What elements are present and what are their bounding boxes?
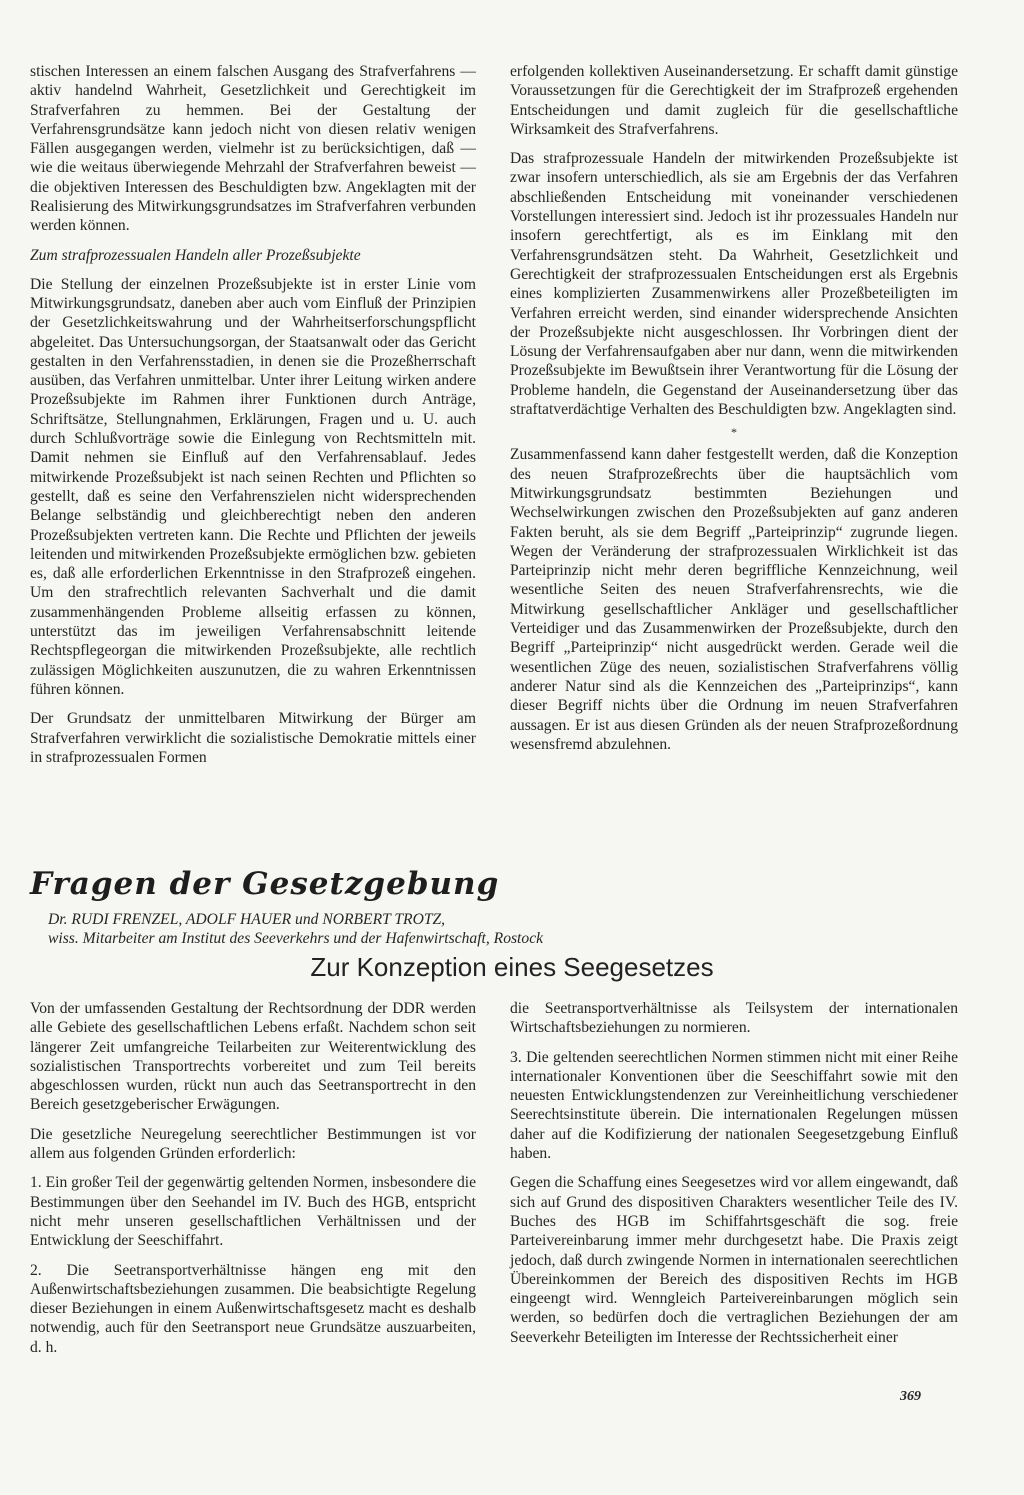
upper-left-column xyxy=(30,62,476,777)
article-title: Zur Konzeption eines Seegesetzes xyxy=(310,952,714,982)
upper-right-column xyxy=(510,62,958,764)
authors xyxy=(48,910,688,948)
paragraph: Der Grundsatz der unmittelbaren Mitwirkung der Bürger am Strafverfahren verwirklicht die sozialistische Demokratie mittels einer in strafprozessualen Formen xyxy=(30,710,476,766)
paragraph: Das strafprozessuale Handeln der mitwirkenden Prozeßsubjekte ist zwar insofern unterschiedlich, als sie am Ergebnis der das Verfahren abschließenden Entscheidung mit voneinander verschiedenen Vorstellungen interessiert sind. Jedoch ist ihr prozessuales Handeln nur insofern gerechtfertigt, als es im Einklang mit den Verfahrensgrundsätzen steht. Da Wahrheit, Gesetzlichkeit und Gerechtigkeit der strafprozessualen Entscheidungen erst als Ergebnis eines komplizierten Zusammenwirkens aller Prozeßbeteiligten im Verfahren erreicht werden, sind einander widersprechende Ansichten der Prozeßsubjekte nicht ausgeschlossen. Ihr Vorbringen dient der Lösung der Verfahrensaufgaben aber nur dann, wenn die mitwirkenden Prozeßsubjekte im Bewußtsein ihrer Verantwortung für die Lösung der Probleme handeln, die Gegenstand der Auseinandersetzung über das straftatverdächtige Verhalten des Beschuldigten bzw. Angeklagten sind. xyxy=(510,150,958,419)
paragraph: Die Stellung der einzelnen Prozeßsubjekte ist in erster Linie vom Mitwirkungsgrundsatz, daneben aber auch vom Einfluß der Prinzipien der Gesetzlichkeitswahrung und der Wahrheitserforschungspflicht abgeleitet. Das Untersuchungsorgan, der Staatsanwalt oder das Gericht gestalten in den Verfahrensstadien, in denen sie die Prozeßherrschaft ausüben, das Verfahren unmittelbar. Unter ihrer Leitung wirken andere Prozeßsubjekte im Rahmen ihrer Funktionen durch Anträge, Schriftsätze, Stellungnahmen, Erklärungen, Fragen und u. U. auch durch Schlußvorträge sowie die Einlegung von Rechtsmitteln mit. Damit nehmen sie Einfluß auf den Verfahrensablauf. Jedes mitwirkende Prozeßsubjekt ist nach seinen Rechten und Pflichten so gestellt, daß es seine den Verfahrenszielen nicht widersprechenden Belange selbständig und gleichberechtigt neben den anderen Prozeßsubjekten vertreten kann. Die Rechte und Pflichten der jeweils leitenden und mitwirkenden Prozeßsubjekte ermöglichen bzw. gebieten es, daß alle erforderlichen Erkenntnisse in den Strafprozeß eingehen. Um den strafrechtlich relevanten Sachverhalt und die damit zusammenhängenden Probleme allseitig erfassen zu können, unterstützt das im jeweiligen Verfahrensabschnitt leitende Rechtspflegeorgan die mitwirkenden Prozeßsubjekte, alle rechtlich zulässigen Möglichkeiten auszunutzen, die zu wahren Erkenntnissen führen können. xyxy=(30,275,476,698)
lower-right-column xyxy=(510,999,958,1357)
author-names: Dr. RUDI FRENZEL, ADOLF HAUER und NORBERT TROTZ, xyxy=(48,911,446,928)
paragraph: 3. Die geltenden seerechtlichen Normen stimmen nicht mit einer Reihe internationaler Konventionen über die Seeschiffahrt sowie mit den neuesten Entwicklungstendenzen zur Vereinheitlichung verschiedener Seerechtsinstitute überein. Die internationalen Regelungen müssen daher auf die Kodifizierung der nationalen Seegesetzgebung Einfluß haben. xyxy=(510,1048,958,1163)
paragraph: Die gesetzliche Neuregelung seerechtlicher Bestimmungen ist vor allem aus folgenden Gründen erforderlich: xyxy=(30,1125,476,1163)
paragraph: die Seetransportverhältnisse als Teilsystem der internationalen Wirtschaftsbeziehungen zu normieren. xyxy=(510,1000,958,1037)
paragraph: erfolgenden kollektiven Auseinandersetzung. Er schafft damit günstige Voraussetzungen für die Gerechtigkeit der im Strafprozeß ergehenden Entscheidungen und damit zugleich für die gesellschaftliche Wirksamkeit des Strafverfahrens. xyxy=(510,63,958,138)
paragraph: Von der umfassenden Gestaltung der Rechtsordnung der DDR werden alle Gebiete des gesellschaftlichen Lebens erfaßt. Nachdem schon seit längerer Zeit umfangreiche Teilarbeiten zur Weiterentwicklung des sozialistischen Transportrechts vorbereitet und zum Teil bereits abgeschlossen wurden, rückt nun auch das Seetransportrecht in den Bereich gesetzgeberischer Erwägungen. xyxy=(30,1000,476,1114)
section-separator: * xyxy=(731,425,737,440)
paragraph: Gegen die Schaffung eines Seegesetzes wird vor allem eingewandt, daß sich auf Grund des dispositiven Charakters wesentlicher Teile des IV. Buches des HGB im Schiffahrtsgeschäft die sog. freie Parteivereinbarung immer mehr durchgesetzt habe. Die Praxis zeigt jedoch, daß durch zwingende Normen in internationalen seerechtlichen Übereinkommen der Bereich des dispositiven Rechts im HGB eingeengt wird. Wenngleich Parteivereinbarungen möglich sein werden, so bedürfen doch die vertraglichen Beziehungen der am Seeverkehr Beteiligten im Interesse der Rechtssicherheit einer xyxy=(510,1174,958,1346)
paragraph: 1. Ein großer Teil der gegenwärtig geltenden Normen, insbesondere die Bestimmungen über den Seehandel im IV. Buch des HGB, entspricht nicht mehr unseren gesellschaftlichen Verhältnissen und der Entwicklung der Seeschiffahrt. xyxy=(30,1174,476,1250)
section-title: Fragen der Gesetzgebung xyxy=(30,866,500,902)
paragraph: 2. Die Seetransportverhältnisse hängen eng mit den Außenwirtschaftsbeziehungen zusammen. Die beabsichtigte Regelung dieser Beziehungen in einem Außenwirtschaftsgesetz macht es deshalb notwendig, auch für den Seetransport neue Grundsätze auszuarbeiten, d. h. xyxy=(30,1261,476,1356)
page-number: 369 xyxy=(900,1389,921,1404)
subheading: Zum strafprozessualen Handeln aller Prozeßsubjekte xyxy=(30,246,361,264)
author-affiliation: wiss. Mitarbeiter am Institut des Seeverkehrs und der Hafenwirtschaft, Rostock xyxy=(48,930,544,947)
paragraph: stischen Interessen an einem falschen Ausgang des Strafverfahrens — aktiv handelnd Wahrheit, Gesetzlichkeit und Gerechtigkeit im Strafverfahren zu hemmen. Bei der Gestaltung der Verfahrensgrundsätze kann jedoch nicht von diesen relativ wenigen Fällen ausgegangen werden, vielmehr ist zu berücksichtigen, daß — wie die weitaus überwiegende Mehrzahl der Strafverfahren beweist — die objektiven Interessen des Beschuldigten bzw. Angeklagten mit der Realisierung des Mitwirkungsgrundsatzes im Strafverfahren verbunden werden können. xyxy=(30,63,476,235)
lower-left-column xyxy=(30,999,476,1367)
paragraph: Zusammenfassend kann daher festgestellt werden, daß die Konzeption des neuen Strafprozeßrechts über die hauptsächlich vom Mitwirkungsgrundsatz bestimmten Beziehungen und Wechselwirkungen zwischen den Prozeßsubjekten auf ganz anderen Fakten beruht, als sie dem Begriff „Parteiprinzip“ zugrunde liegen. Wegen der Veränderung der strafprozessualen Wirklichkeit ist das Parteiprinzip nicht mehr deren begriffliche Kennzeichnung, weil wesentliche Seiten des neuen Strafverfahrensrechts, wie die Mitwirkung gesellschaftlicher Ankläger und gesellschaftlicher Verteidiger und das Zusammenwirken der Prozeßsubjekte, durch den Begriff „Parteiprinzip“ nicht ausgedrückt werden. Gerade weil die wesentlichen Züge des neuen, sozialistischen Strafverfahrens völlig anderer Natur sind als die Kennzeichen des „Parteiprinzips“, kann dieser Begriff nichts über die Ordnung im neuen Strafverfahren aussagen. Er ist aus diesen Gründen als der neuen Strafprozeßordnung wesensfremd abzulehnen. xyxy=(510,446,958,753)
